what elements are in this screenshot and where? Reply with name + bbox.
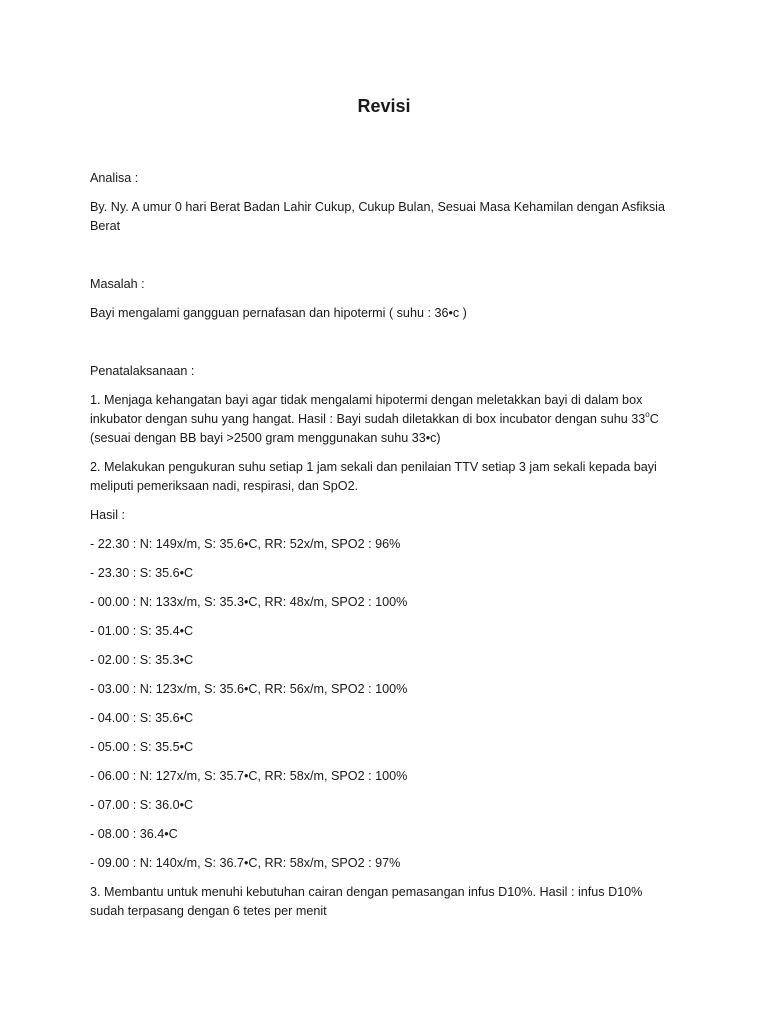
hasil-row: - 06.00 : N: 127x/m, S: 35.7•C, RR: 58x/m, SPO2 : 100% <box>90 769 408 783</box>
penatalaksanaan-heading: Penatalaksanaan : <box>90 364 195 378</box>
item-1-text-b: C (sesuai dengan BB bayi >2500 gram menggunakan suhu 33•c) <box>90 412 659 445</box>
masalah-heading: Masalah : <box>90 277 145 291</box>
hasil-label: Hasil : <box>90 508 125 522</box>
hasil-row: - 05.00 : S: 35.5•C <box>90 740 194 754</box>
degree-superscript: o <box>645 409 650 419</box>
penatalaksanaan-item-3: 3. Membantu untuk menuhi kebutuhan cairan dengan pemasangan infus D10%. Hasil : infus D10% sudah terpasang dengan 6 tetes per menit <box>90 885 643 918</box>
hasil-list <box>90 535 670 873</box>
penatalaksanaan-item-1 <box>90 391 670 448</box>
masalah-text: Bayi mengalami gangguan pernafasan dan hipotermi ( suhu : 36•c ) <box>90 306 467 320</box>
hasil-row: - 22.30 : N: 149x/m, S: 35.6•C, RR: 52x/m, SPO2 : 96% <box>90 537 401 551</box>
hasil-row: - 02.00 : S: 35.3•C <box>90 653 194 667</box>
document-body <box>90 169 670 931</box>
hasil-row: - 08.00 : 36.4•C <box>90 827 178 841</box>
hasil-row: - 03.00 : N: 123x/m, S: 35.6•C, RR: 56x/m, SPO2 : 100% <box>90 682 408 696</box>
hasil-row: - 07.00 : S: 36.0•C <box>90 798 194 812</box>
analisa-heading: Analisa : <box>90 171 139 185</box>
document-title: Revisi <box>357 96 411 116</box>
hasil-row: - 09.00 : N: 140x/m, S: 36.7•C, RR: 58x/m, SPO2 : 97% <box>90 856 401 870</box>
item-1-text-a: 1. Menjaga kehangatan bayi agar tidak mengalami hipotermi dengan meletakkan bayi di dalam box inkubator dengan suhu yang hangat. Hasil : Bayi sudah diletakkan di box incubator dengan suhu 33 <box>90 393 646 426</box>
hasil-row: - 04.00 : S: 35.6•C <box>90 711 194 725</box>
analisa-text: By. Ny. A umur 0 hari Berat Badan Lahir Cukup, Cukup Bulan, Sesuai Masa Kehamilan dengan Asfiksia Berat <box>90 200 665 233</box>
hasil-row: - 23.30 : S: 35.6•C <box>90 566 194 580</box>
hasil-row: - 00.00 : N: 133x/m, S: 35.3•C, RR: 48x/m, SPO2 : 100% <box>90 595 408 609</box>
section-spacer <box>90 333 670 362</box>
hasil-row: - 01.00 : S: 35.4•C <box>90 624 194 638</box>
penatalaksanaan-item-2: 2. Melakukan pengukuran suhu setiap 1 jam sekali dan penilaian TTV setiap 3 jam sekali kepada bayi meliputi pemeriksaan nadi, respirasi, dan SpO2. <box>90 460 657 493</box>
section-spacer <box>90 246 670 275</box>
